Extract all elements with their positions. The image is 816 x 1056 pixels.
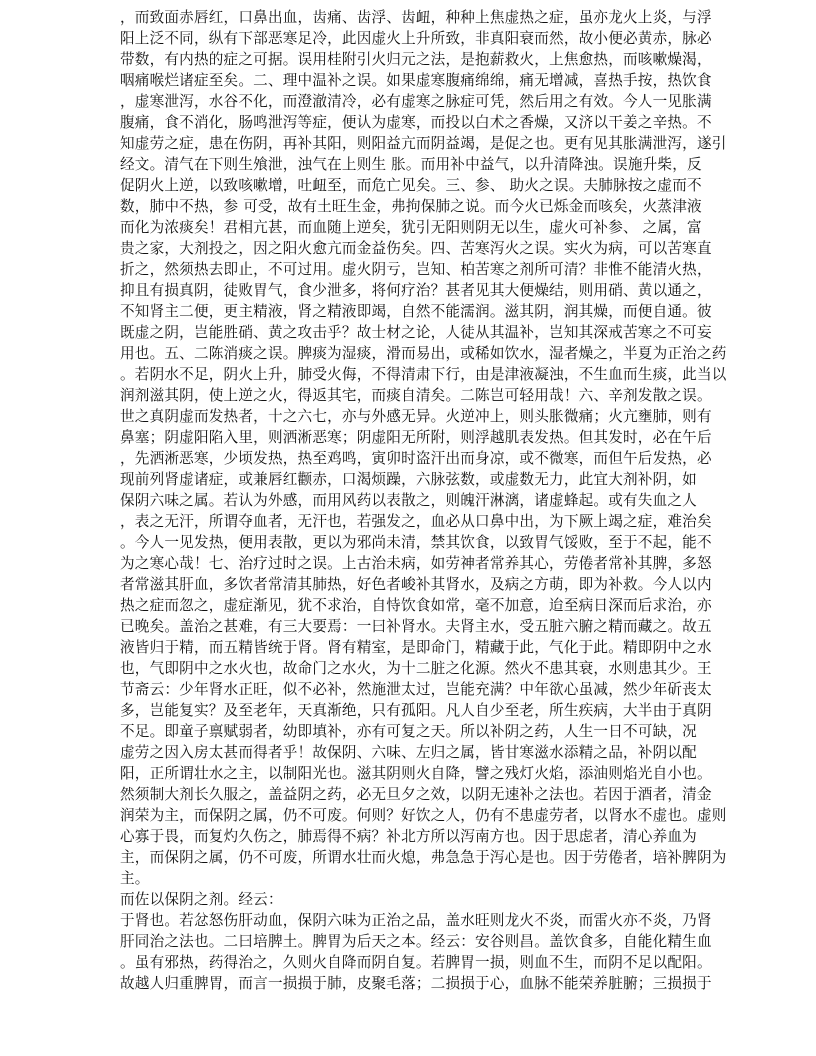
text-line: 主。 <box>120 870 150 887</box>
text-line: 润荣为主，而保阴之属，仍不可废。何则？好饮之人，仍有不患虚劳者，以肾水不虚也。虚则 <box>120 807 727 824</box>
text-line: ，表之无汗，所谓夺血者，无汗也，若强发之，血必从口鼻中出，为下厥上竭之症，难治矣 <box>120 513 712 530</box>
text-line: 已晚矣。盖治之甚难，有三大要焉：一曰补肾水。夫肾主水，受五脏六腑之精而藏之。故五 <box>120 618 712 635</box>
text-line: 也，气即阴中之水火也，故命门之水火，为十二脏之化源。然火不患其衰，水则患其少。王 <box>120 660 712 677</box>
text-line: 阳上泛不同，纵有下部恶寒足冷，此因虚火上升所致，非真阳衰而然，故小便必黄赤，脉必 <box>120 30 712 47</box>
text-line: 节斋云：少年肾水正旺，似不必补，然施泄太过，岂能充满？中年欲心虽减，然少年斫丧太 <box>120 681 712 698</box>
text-line: 保阴六味之属。若认为外感，而用风药以表散之，则魄汗淋漓，诸虚蜂起。或有失血之人 <box>120 492 697 509</box>
text-line: 。虽有邪热，药得治之，久则火自降而阴自复。若脾胃一损，则血不生，而阴不足以配阳。 <box>120 954 712 971</box>
text-line: 咽痛喉烂诸症至矣。二、理中温补之误。如果虚寒腹痛绵绵，痛无增减，喜热手按，热饮食 <box>120 72 712 89</box>
text-line: 。今人一见发热，便用表散，更以为邪尚未清，禁其饮食，以致胃气馁败，至于不起，能不 <box>120 534 712 551</box>
text-line: 液皆归于精，而五精皆统于肾。肾有精室，是即命门，精藏于此，气化于此。精即阴中之水 <box>120 639 712 656</box>
text-line: 心寡于畏，而复灼久伤之，肺焉得不病？补北方所以泻南方也。因于思虑者，清心养血为 <box>120 828 697 845</box>
text-line: 贵之家，大剂投之，因之阳火愈亢而金益伤矣。四、苦寒泻火之误。实火为病，可以苦寒直 <box>120 240 712 257</box>
text-line: 不知肾主二便，更主精液，肾之精液即竭，自然不能濡润。滋其阴，润其燥，而便自通。彼 <box>120 303 712 320</box>
text-line: ，先洒淅恶寒，少顷发热，热至鸡鸣，寅卯时盗汗出而身凉，或不微寒，而但午后发热，必 <box>120 450 712 467</box>
text-line: 主，而保阴之属，仍不可废，所谓水壮而火熄，弗急急于泻心是也。因于劳倦者，培补脾阴为 <box>120 849 727 866</box>
text-line: 用也。五、二陈消痰之误。脾痰为湿痰，滑而易出，或稀如饮水，湿者燥之，半夏为正治之药 <box>120 345 727 362</box>
text-line: 经文。清气在下则生飧泄，浊气在上则生 胀。而用补中益气，以升清降浊。误施升柴，反 <box>120 156 702 173</box>
text-line: 现前列肾虚诸症，或兼唇红颧赤，口渴烦躁，六脉弦数，或虚数无力，此宜大剂补阴，如 <box>120 471 697 488</box>
text-line: 润剂滋其阴，使上逆之火，得返其宅，而痰自清矣。二陈岂可轻用哉！六、辛剂发散之误。 <box>120 387 712 404</box>
text-line: 多，岂能复实？及至老年，天真渐绝，只有孤阳。凡人自少至老，所生疾病，大半由于真阴 <box>120 702 712 719</box>
text-line: 腹痛，食不消化，肠鸣泄泻等症，便认为虚寒，而投以白术之香燥，又济以干姜之辛热。不 <box>120 114 712 131</box>
text-line: 者常滋其肝血，多饮者常清其肺热，好色者峻补其肾水，及病之方萌，即为补救。今人以内 <box>120 576 712 593</box>
text-line: 抑且有损真阴，徒败胃气，食少泄多，将何疗治？甚者见其大便燥结，则用硝、黄以通之， <box>120 282 712 299</box>
text-line: 。若阴水不足，阴火上升，肺受火侮，不得清肃下行，由是津液凝浊，不生血而生痰，此当以 <box>120 366 727 383</box>
text-line: 既虚之阴，岂能胜硝、黄之攻击乎？故士材之论，人徒从其温补，岂知其深戒苦寒之不可妄 <box>120 324 712 341</box>
text-line: 而佐以保阴之剂。经云： <box>120 891 283 908</box>
text-line: 促阴火上逆，以致咳嗽增，吐衄至，而危亡见矣。三、参、 助火之误。夫肺脉按之虚而不 <box>120 177 702 194</box>
text-line: ，虚寒泄泻，水谷不化，而澄澈清冷，必有虚寒之脉症可凭，然后用之有效。今人一见胀满 <box>120 93 712 110</box>
text-line: 于肾也。若忿怒伤肝动血，保阴六味为正治之品，盖水旺则龙火不炎，而雷火亦不炎，乃肾 <box>120 912 712 929</box>
text-line: 折之，然须热去即止，不可过用。虚火阴亏，岂知、柏苦寒之剂所可清？非惟不能清火热， <box>120 261 712 278</box>
text-line: 而化为浓痰矣！君相亢甚，而血随上逆矣，犹引无阳则阴无以生，虚火可补参、 之属，富 <box>120 219 702 236</box>
text-line: 阳，正所谓壮水之主，以制阳光也。滋其阴则火自降，譬之残灯火焰，添油则焰光自小也。 <box>120 765 712 782</box>
text-line: 知虚劳之症，患在伤阴，再补其阳，则阳益亢而阴益竭，是促之也。更有见其胀满泄泻，遂引 <box>120 135 727 152</box>
text-line: ，而致面赤唇红，口鼻出血，齿痛、齿浮、齿衄，种种上焦虚热之症，虽亦龙火上炎，与浮 <box>120 9 712 26</box>
text-line: 数，肺中不热，参 可受，故有土旺生金，弗拘保肺之说。而今火已烁金而咳矣，火蒸津液 <box>120 198 702 215</box>
text-line: 鼻塞；阴虚阳陷入里，则洒淅恶寒；阴虚阳无所附，则浮越肌表发热。但其发时，必在午后 <box>120 429 712 446</box>
text-line: 不足。即童子禀赋弱者，幼即填补，亦有可复之天。所以补阴之药，人生一日不可缺，况 <box>120 723 697 740</box>
text-line: 世之真阴虚而发热者，十之六七，亦与外感无异。火逆冲上，则头胀微痛；火亢壅肺，则有 <box>120 408 712 425</box>
text-line: 虚劳之因入房太甚而得者乎！故保阴、六味、左归之属，皆甘寒滋水添精之品，补阴以配 <box>120 744 697 761</box>
text-line: 为之寒心哉！七、治疗过时之误。上古治未病，如劳神者常养其心，劳倦者常补其脾，多怒 <box>120 555 712 572</box>
text-line: 带数，有内热的症之可据。误用桂附引火归元之法，是抱薪救火，上焦愈热，而咳嗽燥渴， <box>120 51 712 68</box>
text-line: 肝同治之法也。二曰培脾土。脾胃为后天之本。经云：安谷则昌。盖饮食多，自能化精生血 <box>120 933 712 950</box>
text-line: 热之症而忽之，虚症渐见，犹不求治，自恃饮食如常，毫不加意，迨至病日深而后求治，亦 <box>120 597 712 614</box>
text-line: 故越人归重脾胃，而言一损损于肺，皮聚毛落；二损损于心，血脉不能荣养脏腑；三损损于 <box>120 975 712 992</box>
text-line: 然须制大剂长久服之，盖益阴之药，必无旦夕之效，以阴无速补之法也。若因于酒者，清金 <box>120 786 712 803</box>
